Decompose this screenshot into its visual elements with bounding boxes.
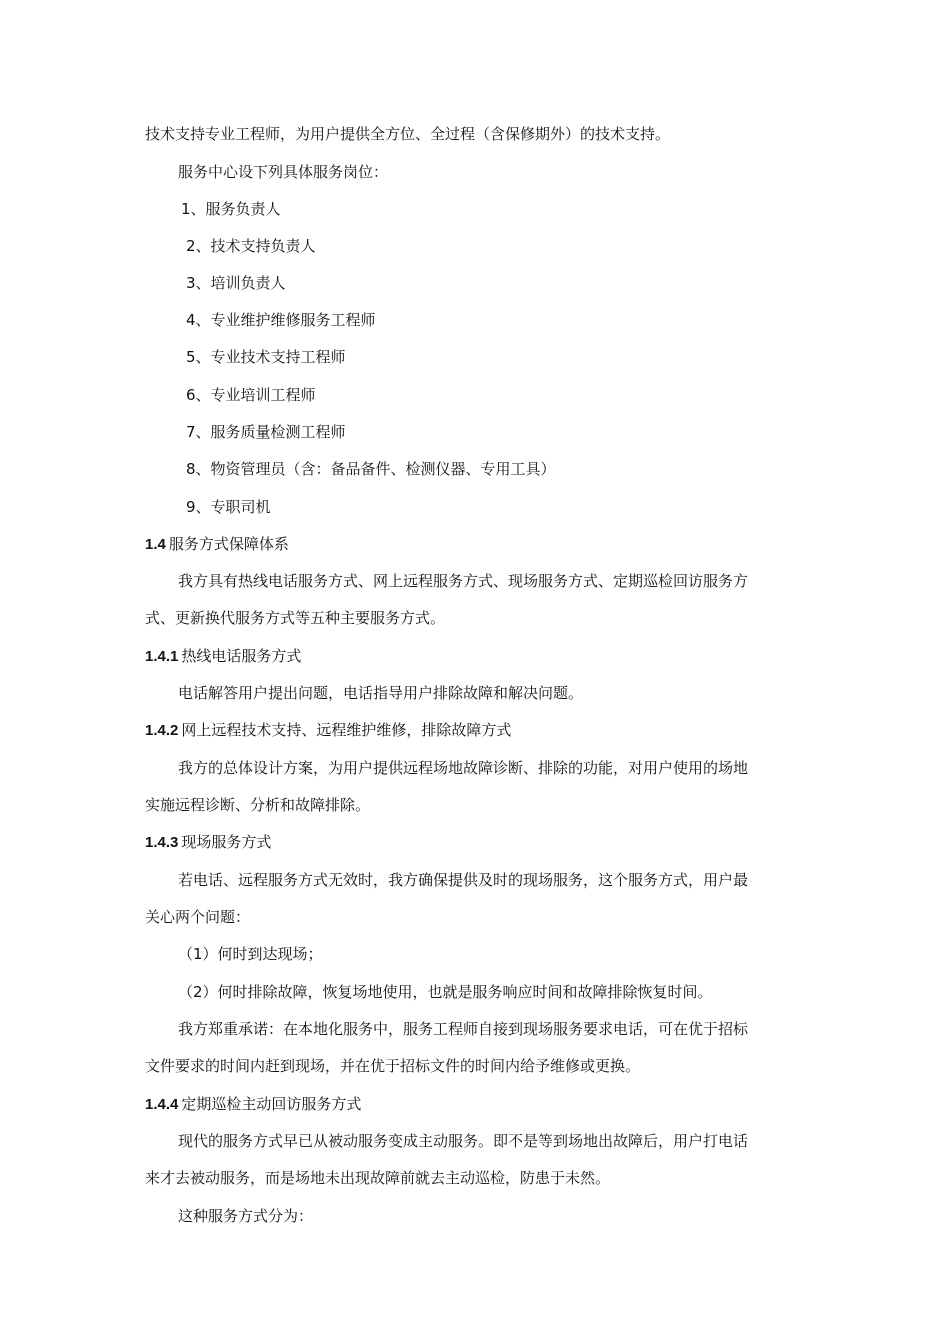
list-item: 5、专业技术支持工程师 (186, 348, 346, 366)
section-title: 服务方式保障体系 (168, 535, 289, 553)
paragraph-line: 关心两个问题： (145, 908, 251, 926)
paragraph-line: 电话解答用户提出问题，电话指导用户排除故障和解决问题。 (178, 684, 584, 702)
paragraph-line: 服务中心设下列具体服务岗位： (178, 163, 389, 181)
paragraph-line: 现代的服务方式早已从被动服务变成主动服务。即不是等到场地出故障后，用户打电话 (178, 1132, 749, 1150)
section-number: 1.4.3 (145, 834, 179, 851)
list-item: 6、专业培训工程师 (186, 386, 316, 404)
paragraph-line: 我方具有热线电话服务方式、网上远程服务方式、现场服务方式、定期巡检回访服务方 (178, 572, 749, 590)
list-item: （1）何时到达现场； (178, 945, 323, 963)
section-heading (145, 720, 511, 741)
section-number: 1.4.1 (145, 648, 179, 665)
section-number: 1.4.2 (145, 722, 179, 739)
paragraph-line: 来才去被动服务，而是场地未出现故障前就去主动巡检，防患于未然。 (145, 1169, 611, 1187)
list-item: 9、专职司机 (186, 498, 271, 516)
section-number: 1.4.4 (145, 1096, 179, 1113)
section-heading (145, 646, 301, 667)
list-item: （2）何时排除故障，恢复场地使用，也就是服务响应时间和故障排除恢复时间。 (178, 983, 713, 1001)
paragraph-line: 我方郑重承诺：在本地化服务中，服务工程师自接到现场服务要求电话，可在优于招标 (178, 1020, 749, 1038)
list-item: 1、服务负责人 (181, 200, 281, 218)
paragraph-line: 我方的总体设计方案，为用户提供远程场地故障诊断、排除的功能，对用户使用的场地 (178, 759, 749, 777)
section-title: 热线电话服务方式 (181, 647, 302, 665)
list-item: 4、专业维护维修服务工程师 (186, 311, 376, 329)
section-title: 网上远程技术支持、远程维护维修，排除故障方式 (181, 721, 512, 739)
paragraph-line: 实施远程诊断、分析和故障排除。 (145, 796, 371, 814)
paragraph-line: 若电话、远程服务方式无效时，我方确保提供及时的现场服务，这个服务方式，用户最 (178, 871, 749, 889)
list-item: 7、服务质量检测工程师 (186, 423, 346, 441)
list-item: 2、技术支持负责人 (186, 237, 316, 255)
list-item: 8、物资管理员（含：备品备件、检测仪器、专用工具） (186, 460, 556, 478)
section-heading (145, 832, 271, 853)
section-heading (145, 1094, 361, 1115)
section-title: 定期巡检主动回访服务方式 (181, 1095, 362, 1113)
paragraph-line: 文件要求的时间内赶到现场，并在优于招标文件的时间内给予维修或更换。 (145, 1057, 641, 1075)
section-heading (145, 534, 289, 555)
paragraph-line: 技术支持专业工程师，为用户提供全方位、全过程（含保修期外）的技术支持。 (145, 125, 671, 143)
paragraph-line: 式、更新换代服务方式等五种主要服务方式。 (145, 609, 446, 627)
section-number: 1.4 (145, 536, 166, 553)
paragraph-line: 这种服务方式分为： (178, 1207, 314, 1225)
section-title: 现场服务方式 (181, 833, 272, 851)
list-item: 3、培训负责人 (186, 274, 286, 292)
